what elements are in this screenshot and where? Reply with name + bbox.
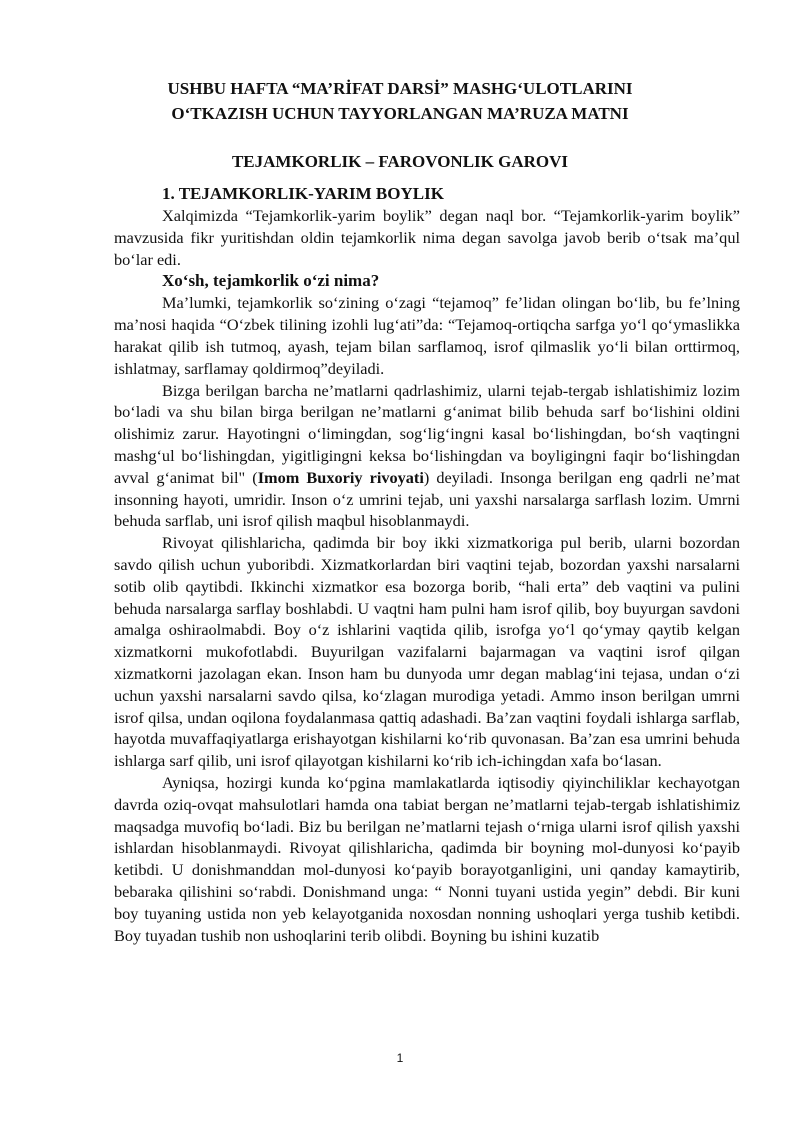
- hadith-source: Imom Buxoriy rivoyati: [257, 467, 424, 487]
- paragraph-intro: Xalqimizda “Tejamkorlik-yarim boylik” degan naql bor. “Tejamkorlik-yarim boylik” mavzusida fikr yuritishdan oldin tejamkorlik nima degan savolga javob berib o‘tsak ma’qul bo‘lar edi.: [114, 206, 740, 269]
- paragraph-economy: Ayniqsa, hozirgi kunda ko‘pgina mamlakatlarda iqtisodiy qiyinchiliklar kechayotgan davrda oziq-ovqat mahsulotlari hamda ona tabiat bergan ne’matlarni tejab-tergab ishlatishimiz maqsadga muvofiq bo‘ladi. Biz bu berilgan ne’matlarni tejash o‘rniga ularni isrof qilish yaxshi ishlardan hisoblanmaydi. Rivoyat qilishlaricha, qadimda bir boyning mol-dunyosi ko‘payib ketibdi. U donishmanddan mol-dunyosi ko‘payib borayotganligini, uni qanday kamaytirib, bebaraka qilishini so‘rabdi. Donishmand unga: “ Nonni tuyani ustida yegin” debdi. Bir kuni boy tuyaning ustida non yeb kelayotganida noxosdan nonning ushoqlari yerga tushib ketibdi. Boy tuyadan tushib non ushoqlarini terib olibdi. Boyning bu ishini kuzatib: [114, 772, 740, 945]
- paragraph-hadith-text-a: Bizga berilgan barcha ne’matlarni qadrlashimiz, ularni tejab-tergab ishlatishimiz lozim bo‘ladi va shu bilan birga berilgan ne’matlarni g‘animat bilib behuda sarf bo‘lishini oldini olishimiz zarur. Hayotingni o‘limingdan, sog‘lig‘ingni kasal bo‘lishingdan, bo‘sh vaqtingni mashg‘ul bo‘lishingdan, yigitligingni keksa bo‘lishingdan va boyligingni faqir bo‘lishingdan avval g‘animat bil" (: [114, 380, 740, 487]
- question-heading: Xo‘sh, tejamkorlik o‘zi nima?: [162, 271, 380, 291]
- document-title: [60, 76, 740, 126]
- page-number: 1: [396, 1051, 404, 1065]
- paragraph-hadith-text-b: ) deyiladi. Insonga berilgan eng qadrli ne’mat insonning hayoti, umridir. Inson o‘z umrini tejab, uni yaxshi narsalarga sarflash lozim. Umrni behuda sarflab, uni isrof qilish maqbul hisoblanmaydi.: [114, 467, 740, 531]
- paragraph-definition: Ma’lumki, tejamkorlik so‘zining o‘zagi “tejamoq” fe’lidan olingan bo‘lib, bu fe’lning ma’nosi haqida “O‘zbek tilining izohli lug‘ati”da: “Tejamoq-ortiqcha sarfga yo‘l qo‘ymaslikka harakat qilib ish tutmoq, ayash, tejam bilan sarflamoq, isrof qilmaslik yo‘li bilan orttirmoq, ishlatmay, sarflamay qoldirmoq”deyiladi.: [114, 293, 740, 378]
- title-line-1: USHBU HAFTA “MA’RİFAT DARSİ” MASHG‘ULOTLARINI: [167, 79, 633, 98]
- title-line-2: O‘TKAZISH UCHUN TAYYORLANGAN MA’RUZA MATNI: [171, 104, 629, 123]
- section-heading: 1. TEJAMKORLIK-YARIM BOYLIK: [162, 184, 444, 203]
- document-body: [114, 183, 740, 946]
- paragraph-hadith: [114, 380, 740, 533]
- topic-heading: TEJAMKORLIK – FAROVONLIK GAROVI: [231, 152, 569, 171]
- paragraph-servants-story: Rivoyat qilishlaricha, qadimda bir boy ikki xizmatkoriga pul berib, ularni bozordan savdo qilish uchun yuboribdi. Xizmatkorlardan biri vaqtini tejab, bozordan yaxshi narsalarni sotib olib qaytibdi. Ikkinchi xizmatkor esa bozorga borib, “hali erta” deb vaqtini va pulini behuda narsalarga sarflay boshlabdi. U vaqtni ham pulni ham isrof qilib, boy buyurgan savdoni amalga oshiraolmabdi. Boy o‘z ishlarini vaqtida qilib, isrofga yo‘l qo‘ymay qaytib kelgan xizmatkorni mukofotlabdi. Buyurilgan vazifalarni bajarmagan va vaqtini isrof qilgan xizmatkorni jazolagan ekan. Inson ham bu dunyoda umr degan mablag‘ini tejasa, undan o‘zi uchun yaxshi narsalarni savdo qilsa, ko‘zlagan murodiga yetadi. Ammo inson berilgan umrni isrof qilsa, undan oqilona foydalanmasa qattiq adashadi. Ba’zan vaqtini foydali ishlarga sarflab, hayotda muvaffaqiyatlarga erishayotgan kishilarni ko‘rib quvonasan. Ba’zan esa umrini behuda ishlarga sarf qilib, uni isrof qilayotgan kishilarni ko‘rib ich-ichingdan xafa bo‘lasan.: [114, 533, 740, 771]
